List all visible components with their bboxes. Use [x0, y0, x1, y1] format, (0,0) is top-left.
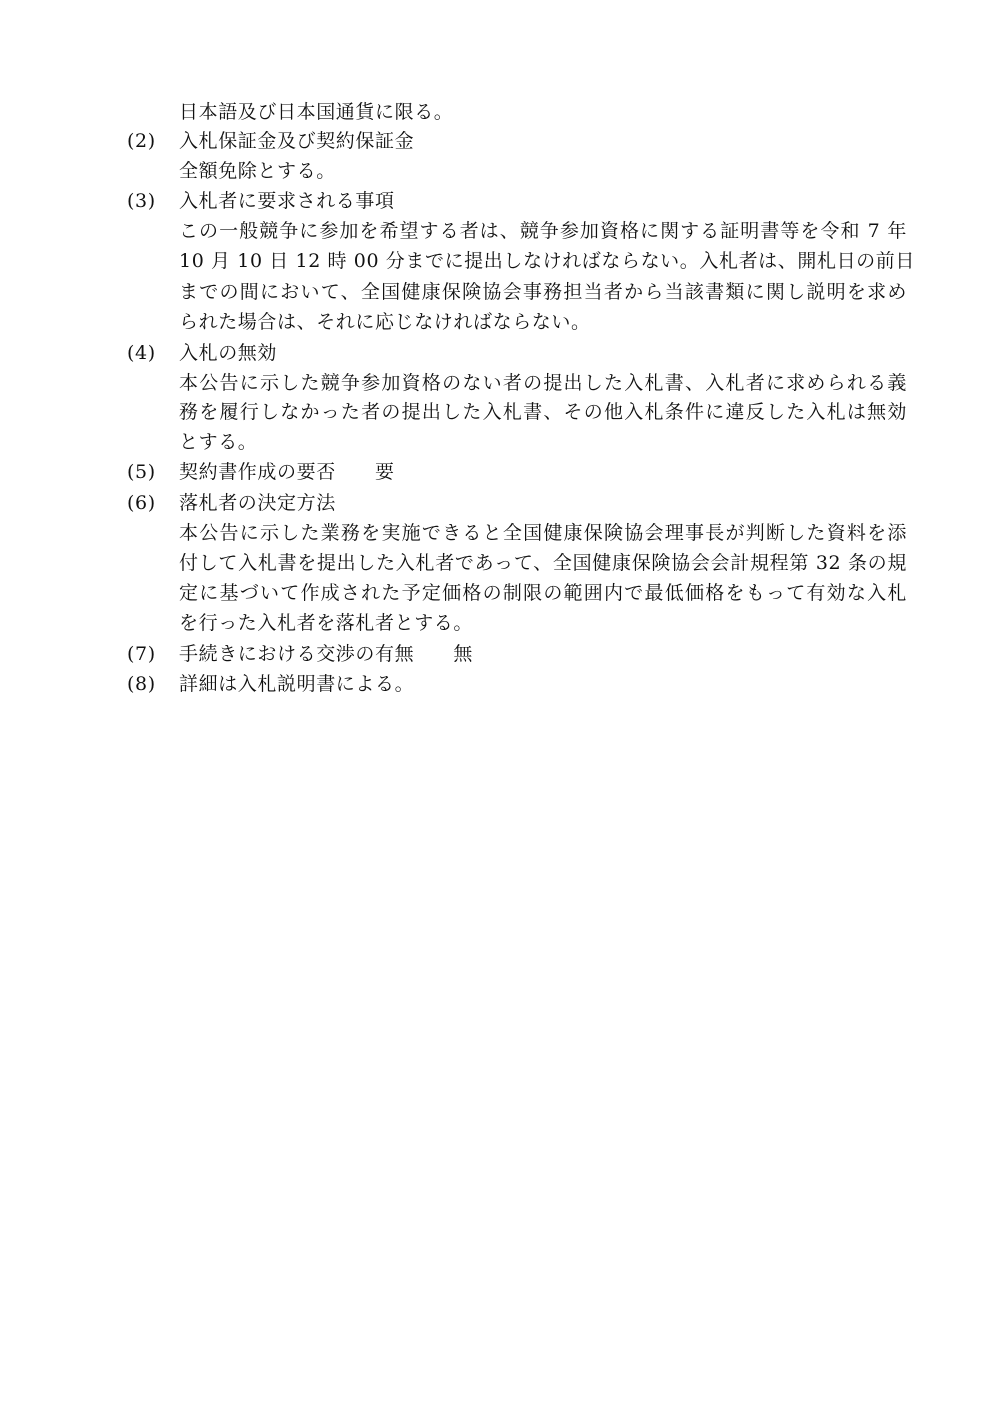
item-6-body-line: を行った入札者を落札者とする。: [179, 612, 474, 634]
item-5-number: (5): [127, 461, 156, 483]
item-6-number: (6): [127, 492, 156, 514]
item-3-body-line: までの間において、全国健康保険協会事務担当者から当該書類に関し説明を求め: [179, 281, 907, 303]
item-8-number: (8): [127, 673, 156, 695]
item-5-heading: 契約書作成の要否 要: [179, 461, 395, 483]
item-4-number: (4): [127, 342, 156, 364]
item-4-body-line: とする。: [179, 431, 258, 453]
item-6-body-line: 定に基づいて作成された予定価格の制限の範囲内で最低価格をもって有効な入札: [179, 582, 907, 604]
item-3-body-line: られた場合は、それに応じなければならない。: [179, 311, 591, 333]
item-3-body-line: この一般競争に参加を希望する者は、競争参加資格に関する証明書等を令和 7 年: [179, 220, 907, 242]
item-2-body-line: 全額免除とする。: [179, 160, 336, 182]
item-8-heading: 詳細は入札説明書による。: [179, 673, 415, 695]
item-4-body-line: 務を履行しなかった者の提出した入札書、その他入札条件に違反した入札は無効: [179, 401, 907, 423]
item-6-body-line: 本公告に示した業務を実施できると全国健康保険協会理事長が判断した資料を添: [179, 522, 907, 544]
item-4-body-line: 本公告に示した競争参加資格のない者の提出した入札書、入札者に求められる義: [179, 372, 907, 394]
item-7-number: (7): [127, 643, 156, 665]
item-2-number: (2): [127, 130, 156, 152]
item-4-heading: 入札の無効: [179, 342, 278, 364]
item-3-number: (3): [127, 190, 156, 212]
item-7-heading: 手続きにおける交渉の有無 無: [179, 643, 474, 665]
item-3-body-line: 10 月 10 日 12 時 00 分までに提出しなければならない。入札者は、開札日の前日: [179, 250, 915, 272]
item-2-heading: 入札保証金及び契約保証金: [179, 130, 415, 152]
intro-line: 日本語及び日本国通貨に限る。: [179, 101, 454, 123]
item-6-heading: 落札者の決定方法: [179, 492, 336, 514]
item-6-body-line: 付して入札書を提出した入札者であって、全国健康保険協会会計規程第 32 条の規: [179, 552, 907, 574]
item-3-heading: 入札者に要求される事項: [179, 190, 395, 212]
